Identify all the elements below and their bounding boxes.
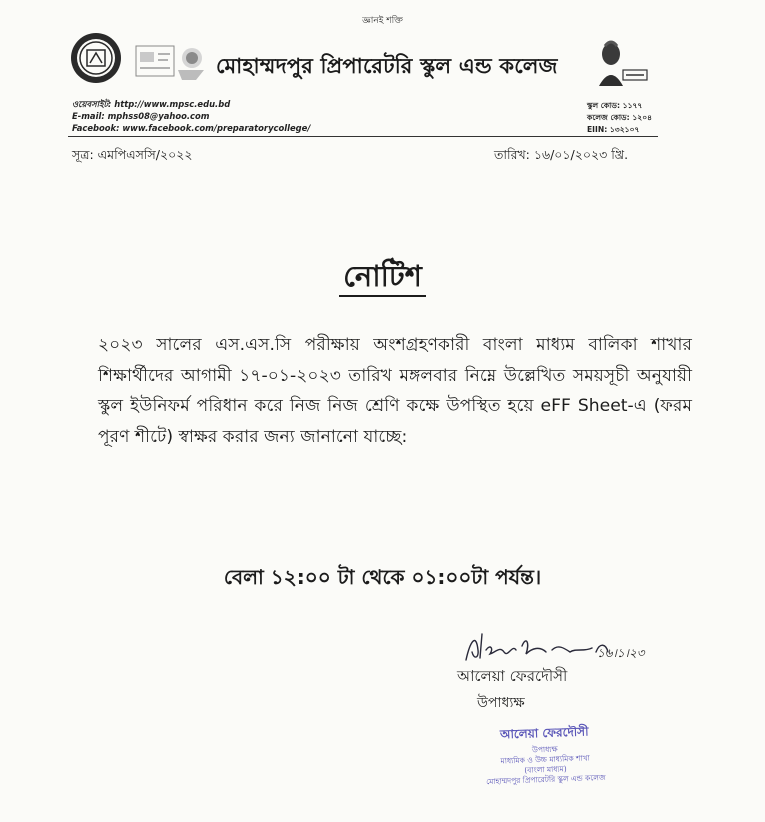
official-seal-stamp bbox=[454, 722, 636, 788]
seal-designation: উপাধ্যক্ষ bbox=[531, 744, 558, 755]
seal-name: আলেয়া ফেরদৌসী bbox=[499, 724, 589, 742]
email-line: E-mail: mphss08@yahoo.com bbox=[72, 111, 210, 121]
signature-date: ১৬।১।২৩ bbox=[597, 646, 645, 660]
school-motto: জ্ঞানই শক্তি bbox=[362, 16, 403, 26]
seal-institution: মোহাম্মদপুর প্রিপারেটরি স্কুল এন্ড কলেজ bbox=[485, 772, 606, 787]
school-name: মোহাম্মদপুর প্রিপারেটরি স্কুল এন্ড কলেজ bbox=[216, 54, 558, 78]
school-code: স্কুল কোড: ১১৭৭ bbox=[587, 101, 643, 110]
contact-info bbox=[72, 98, 310, 134]
facebook-line: Facebook: www.facebook.com/preparatorycollege/ bbox=[72, 123, 311, 133]
seal-section: মাধ্যমিক ও উচ্চ মাধ্যমিক শাখা bbox=[500, 753, 590, 766]
website-line: ওয়েবসাইট: http://www.mpsc.edu.bd bbox=[72, 99, 231, 109]
notice-body: ২০২৩ সালের এস.এস.সি পরীক্ষায় অংশগ্রহণকারী বাংলা মাধ্যম বালিকা শাখার শিক্ষার্থীদের আগামী ১৭-০১-২০২৩ তারিখ মঙ্গলবার নিম্নে উল্লেখিত সময়সূচী অনুযায়ী স্কুল ইউনিফর্ম পরিধান করে নিজ নিজ শ্রেণি কক্ষে উপস্থিত হয়ে eFF Sheet-এ (ফরম পূরণ শীটে) স্বাক্ষর করার জন্য জানানো যাচ্ছে: bbox=[98, 335, 692, 447]
signer-name: আলেয়া ফেরদৌসী bbox=[457, 667, 568, 685]
seal-medium: (বাংলা মাধ্যম) bbox=[524, 764, 567, 775]
signer-designation: উপাধ্যক্ষ bbox=[477, 695, 525, 711]
header-divider bbox=[68, 136, 658, 137]
eiin-code: EIIN: ১৩২১০৭ bbox=[587, 125, 640, 134]
bangabandhu-portrait bbox=[593, 34, 651, 92]
notice-date: তারিখ: ১৬/০১/২০২৩ খ্রি. bbox=[494, 147, 629, 162]
time-schedule: বেলা ১২:০০ টা থেকে ০১:০০টা পর্যন্ত। bbox=[223, 565, 542, 589]
college-code: কলেজ কোড: ১২০৪ bbox=[587, 113, 653, 122]
school-emblem-logo bbox=[70, 32, 122, 84]
institution-codes bbox=[587, 100, 652, 136]
notice-heading bbox=[0, 254, 765, 303]
reference-number: সূত্র: এমপিএসসি/২০২২ bbox=[72, 147, 193, 162]
notice-title: নোটিশ bbox=[339, 259, 426, 297]
mujib-borsho-logo bbox=[134, 40, 208, 84]
